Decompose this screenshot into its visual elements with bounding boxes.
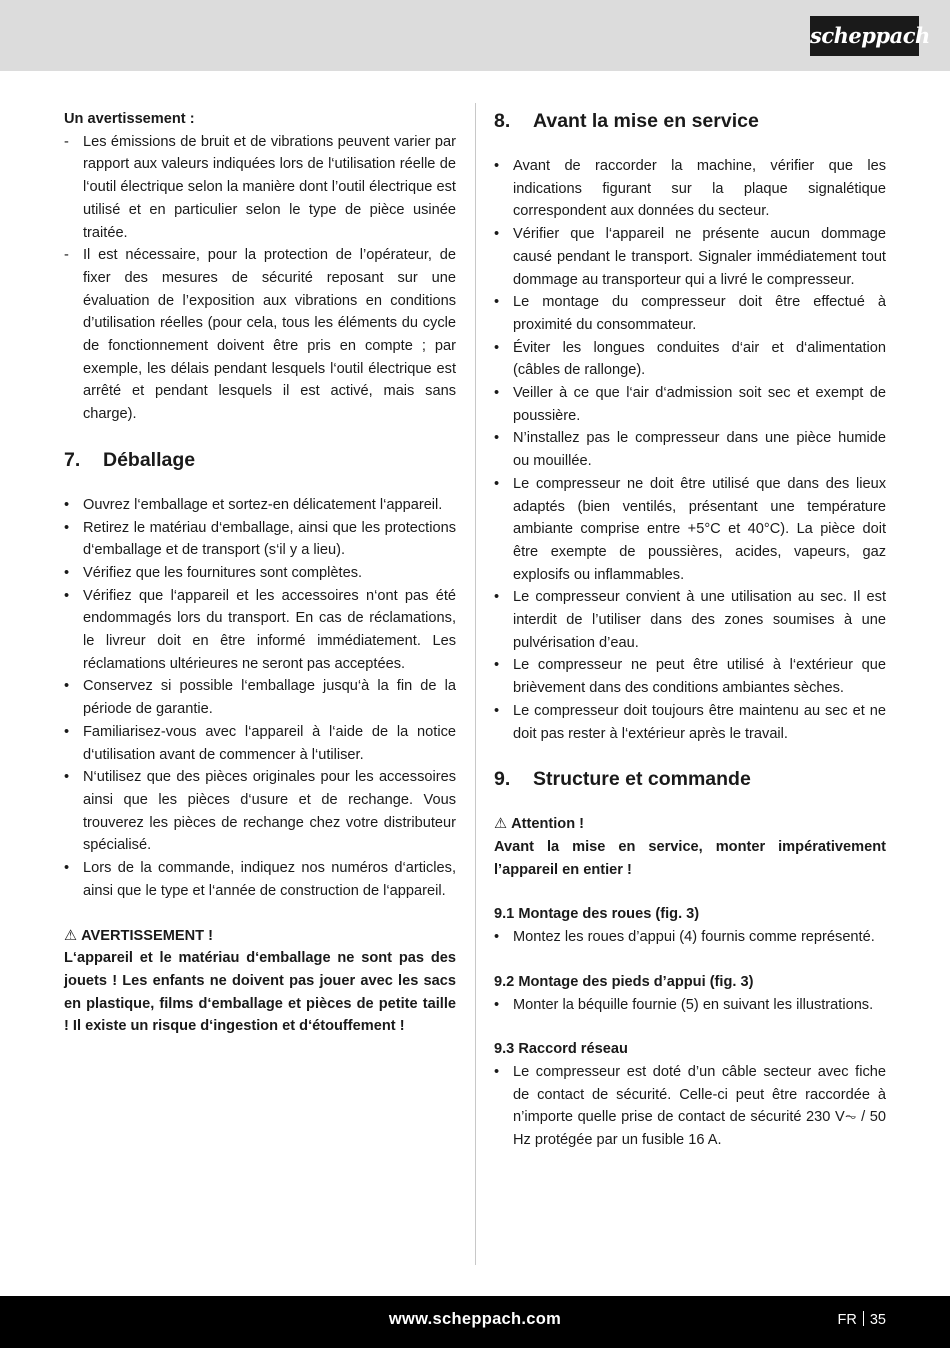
list-item: • Le compresseur ne peut être utilisé à l‘extérieur que brièvement dans des conditions ambiantes sèches. — [494, 657, 886, 697]
right-column — [494, 108, 886, 1152]
section-7-list — [64, 494, 456, 903]
list-item: • Veiller à ce que l‘air d‘admission soit sec et exempt de poussière. — [494, 385, 886, 424]
list-item: • Retirez le matériau d‘emballage, ainsi que les protections d‘emballage et de transport (s‘il y a lieu). — [64, 519, 456, 559]
warning-triangle-icon: ⚠ — [64, 927, 78, 944]
subsection-9-3-list — [494, 1061, 886, 1152]
list-item: • Le montage du compresseur doit être effectué à proximité du consommateur. — [494, 294, 886, 333]
separator — [863, 1311, 864, 1326]
subsection-9-1-list — [494, 926, 886, 949]
scheppach-logo: scheppach — [810, 16, 919, 56]
warning-title: Un avertissement : — [64, 111, 195, 127]
list-item: • Le compresseur est doté d’un câble secteur avec fiche de contact de sécurité. Celle-ci peut être raccordée à n’importe quelle prise de contact de sécurité 230 V⏦ / 50 Hz protégée par un fusible 16 A. — [494, 1063, 886, 1149]
language-code: FR — [837, 1312, 857, 1328]
page-index: 35 — [869, 1312, 886, 1328]
list-item: • Familiarisez-vous avec l‘appareil à l‘aide de la notice d‘utilisation avant de commencer à l‘utiliser. — [64, 723, 456, 763]
section-8-list — [494, 155, 886, 745]
list-item: • Le compresseur ne doit être utilisé que dans des lieux adaptés (bien ventilés, présentant une température ambiante comprise entre +5°C et 40°C). La pièce doit être exempte de poussières, acides, vapeurs, gaz explosifs ou inflammables. — [494, 475, 886, 583]
subsection-9-3-title: 9.3 Raccord réseau — [494, 1041, 628, 1058]
list-item: • Le compresseur convient à une utilisation au sec. Il est interdit de l’utiliser dans des zones soumises à une pulvérisation d’eau. — [494, 589, 886, 651]
list-item: • N’installez pas le compresseur dans une pièce humide ou mouillée. — [494, 430, 886, 470]
list-item: - Il est nécessaire, pour la protection de l’opérateur, de fixer des mesures de sécurité reposant sur une évaluation de l’exposition aux vibrations en conditions d’utilisation réelles (pour cela, tous les éléments du cycle de fonctionnement doivent être pris en compte ; par exemple, les délais pendant lesquels l‘outil électrique est arrêté et pendant lesquels il est activé, mais sans charge). — [64, 247, 456, 423]
section-7-heading: 7. Déballage — [64, 448, 196, 471]
list-item: • Conservez si possible l‘emballage jusqu‘à la fin de la période de garantie. — [64, 678, 456, 718]
list-item: • Monter la béquille fournie (5) en suivant les illustrations. — [494, 996, 874, 1013]
warning-triangle-icon: ⚠ — [494, 816, 508, 833]
list-item: • Lors de la commande, indiquez nos numéros d‘articles, ainsi que le type et l‘année de construction de l‘appareil. — [64, 860, 456, 899]
page-number — [838, 1311, 886, 1328]
subsection-9-2-list — [494, 994, 886, 1017]
section-9-heading: 9. Structure et commande — [494, 768, 751, 791]
list-item: • Éviter les longues conduites d‘air et d‘alimentation (câbles de rallonge). — [494, 339, 886, 379]
attention-text: Avant la mise en service, monter impérativement l’appareil en entier ! — [494, 838, 886, 878]
list-item: • Le compresseur doit toujours être maintenu au sec et ne doit pas rester à l‘extérieur après le travail. — [494, 702, 886, 742]
header-bar — [0, 0, 950, 71]
attention-title: ⚠ Attention ! — [494, 813, 886, 836]
subsection-9-2-title: 9.2 Montage des pieds d’appui (fig. 3) — [494, 973, 754, 990]
list-item: - Les émissions de bruit et de vibrations peuvent varier par rapport aux valeurs indiquées lors de l‘utilisation réelle de l‘outil électrique selon la manière dont l’outil électrique est utilisé et en particulier selon le type de pièce usinée traitée. — [64, 133, 456, 241]
list-item: • Vérifiez que les fournitures sont complètes. — [64, 564, 363, 581]
column-divider — [475, 103, 476, 1265]
caution-title: ⚠ AVERTISSEMENT ! — [64, 925, 456, 948]
footer-bar — [0, 1296, 950, 1348]
list-item: • N‘utilisez que des pièces originales pour les accessoires ainsi que les pièces d‘usure et de rechange. Vous trouverez les pièces de rechange chez votre distributeur spécialisé. — [64, 769, 456, 854]
subsection-9-1-title: 9.1 Montage des roues (fig. 3) — [494, 906, 700, 923]
list-item: • Avant de raccorder la machine, vérifier que les indications figurant sur la plaque signalétique correspondent aux données du secteur. — [494, 158, 886, 220]
list-item: • Vérifier que l‘appareil ne présente aucun dommage causé pendant le transport. Signaler immédiatement tout dommage au transporteur qui a livré le compresseur. — [494, 226, 886, 288]
list-item: • Ouvrez l‘emballage et sortez-en délicatement l‘appareil. — [64, 496, 443, 513]
left-column — [64, 108, 456, 1038]
list-item: • Montez les roues d’appui (4) fournis comme représenté. — [494, 929, 875, 946]
list-item: • Vérifiez que l‘appareil et les accessoires n‘ont pas été endommagés lors du transport. En cas de réclamations, le livreur doit en être informé immédiatement. Les réclamations ultérieures ne seront pas acceptées. — [64, 587, 456, 672]
section-8-heading: 8. Avant la mise en service — [494, 110, 759, 132]
caution-text: L‘appareil et le matériau d‘emballage ne sont pas des jouets ! Les enfants ne doivent pas jouer avec les sacs en plastique, films d‘emballage et pièces de petite taille ! Il existe un risque d‘ingestion et d‘étouffement ! — [64, 950, 456, 1035]
warning-list — [64, 131, 456, 426]
website-link[interactable]: www.scheppach.com — [388, 1310, 562, 1328]
